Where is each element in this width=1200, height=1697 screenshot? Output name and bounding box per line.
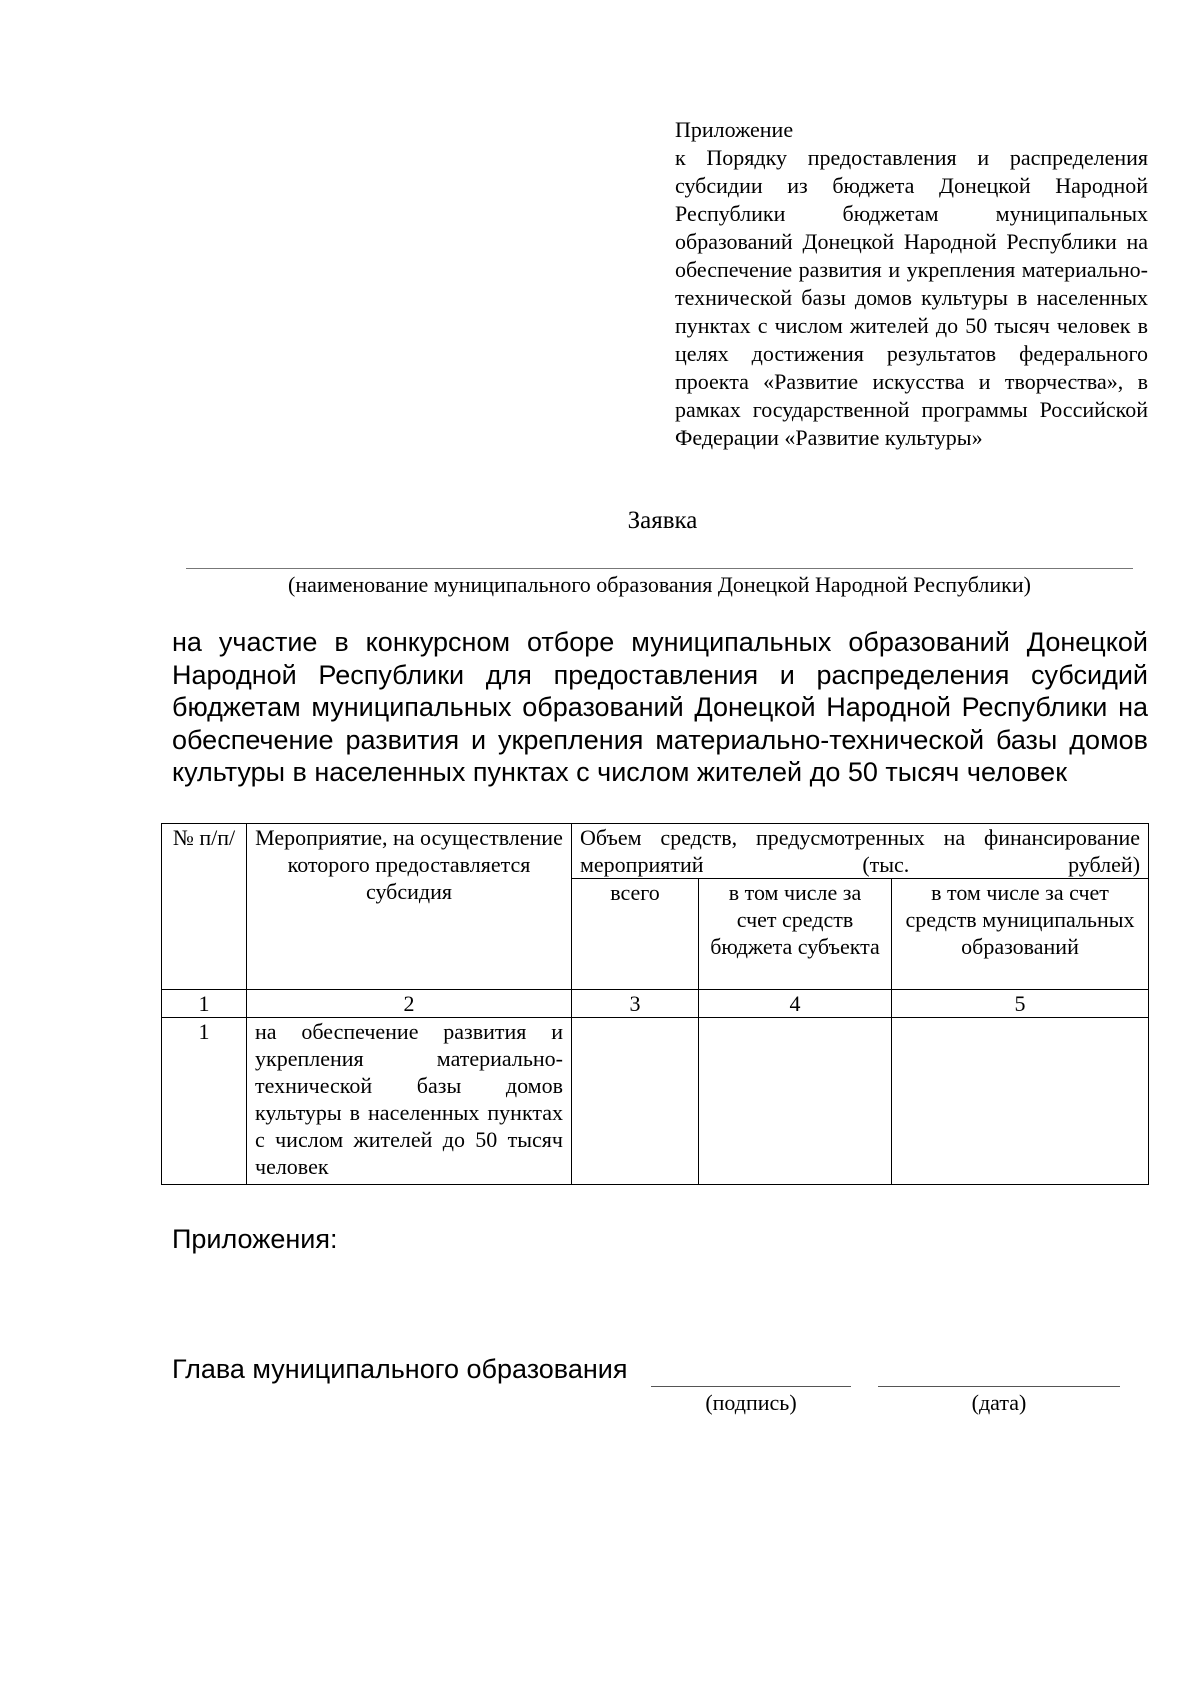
date-caption: (дата) [971,1390,1027,1415]
column-number: 1 [162,990,247,1018]
header-municipal: в том числе за счет средств муниципальных образований [892,879,1149,990]
appendix-label: Приложение [675,117,794,142]
header-subject-budget: в том числе за счет средств бюджета субъекта [699,879,892,990]
column-number: 4 [699,990,892,1018]
row-municipal-cell[interactable] [892,1018,1149,1185]
header-total: всего [572,879,699,990]
funding-table [161,823,1149,1185]
table-row [162,1018,1149,1185]
signature-caption: (подпись) [705,1390,797,1415]
row-number: 1 [162,1018,247,1185]
header-measure: Мероприятие, на осуществление которого предоставляется субсидия [247,824,572,990]
row-measure: на обеспечение развития и укрепления материально-технической базы домов культуры в населенных пунктах с числом жителей до 50 тысяч человек [247,1018,572,1185]
appendix-basis: к Порядку предоставления и распределения субсидии из бюджета Донецкой Народной Республики бюджетам муниципальных образований Донецкой Народной Республики на обеспечение развития и укрепления материально-технической базы домов культуры в населенных пунктах с числом жителей до 50 тысяч человек в целях достижения результатов федерального проекта «Развитие искусства и творчества», в рамках государственной программы Российской Федерации «Развитие культуры» [675,145,1148,450]
appendix-header [675,116,1148,452]
column-number: 3 [572,990,699,1018]
header-funding-volume: Объем средств, предусмотренных на финансирование мероприятий (тыс. рублей) [572,824,1149,879]
signature-line[interactable] [651,1386,851,1387]
row-total-cell[interactable] [572,1018,699,1185]
table-header-row [162,824,1149,879]
document-title: Заявка [627,507,698,534]
column-number: 2 [247,990,572,1018]
header-number: № п/п/ [162,824,247,990]
column-number-row [162,990,1149,1018]
attachments-label: Приложения: [172,1224,338,1254]
date-line[interactable] [878,1386,1120,1387]
municipality-name-caption: (наименование муниципального образования Донецкой Народной Республики) [288,572,1031,597]
column-number: 5 [892,990,1149,1018]
application-purpose: на участие в конкурсном отборе муниципальных образований Донецкой Народной Республики для предоставления и распределения субсидий бюджетам муниципальных образований Донецкой Народной Республики на обеспечение развития и укрепления материально-технической базы домов культуры в населенных пунктах с числом жителей до 50 тысяч человек [172,627,1148,787]
head-of-municipality-label: Глава муниципального образования [172,1354,628,1384]
municipality-name-line[interactable] [186,568,1133,569]
row-subject-budget-cell[interactable] [699,1018,892,1185]
